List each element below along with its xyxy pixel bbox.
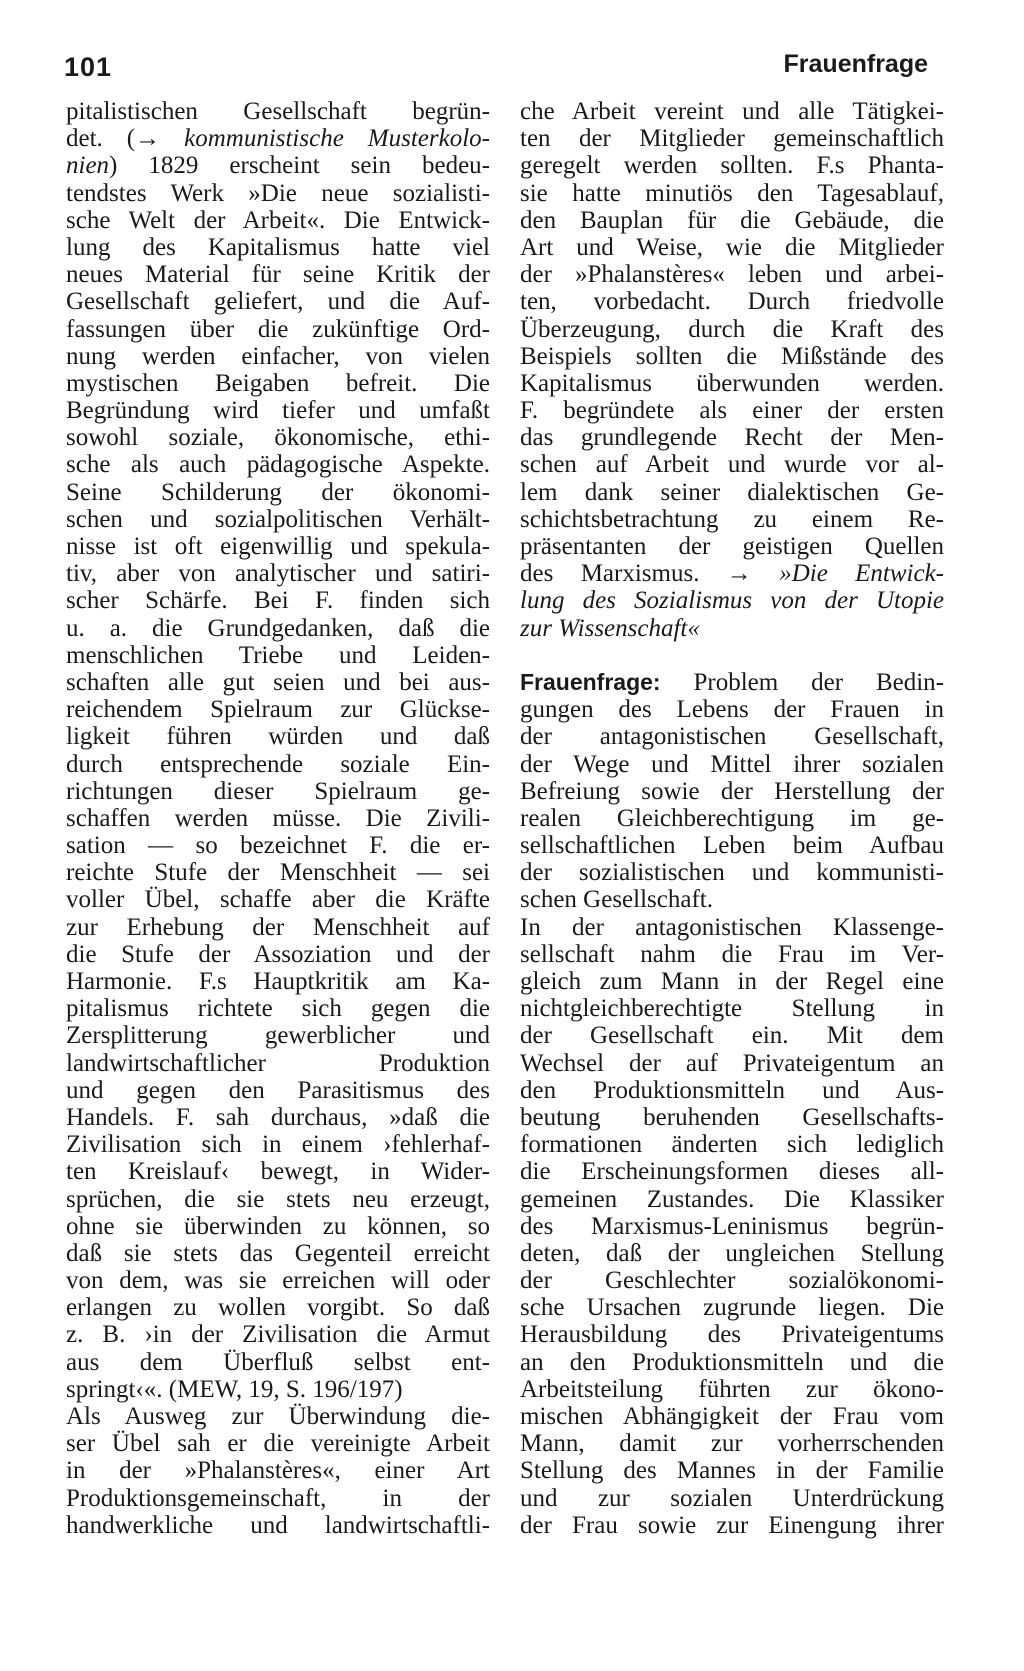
- text-line: Überzeugung, durch die Kraft des: [520, 315, 944, 343]
- left-text-column: [66, 98, 490, 1539]
- text-line: richtungen dieser Spielraum ge-: [66, 777, 490, 805]
- text-line: scher Schärfe. Bei F. finden sich: [66, 587, 490, 615]
- text-line: gemeinen Zustandes. Die Klassiker: [520, 1185, 944, 1213]
- text-line: mystischen Beigaben befreit. Die: [66, 369, 490, 397]
- text-line: ten Kreislauf‹ bewegt, in Wider-: [66, 1158, 490, 1186]
- text-line: geregelt werden sollten. F.s Phanta-: [520, 152, 944, 180]
- text-line: deten, daß der ungleichen Stellung: [520, 1239, 944, 1267]
- text-line: nisse ist oft eigenwillig und spekula-: [66, 533, 490, 560]
- text-line: ten der Mitglieder gemeinschaftlich: [520, 125, 944, 153]
- text-line: handwerkliche und landwirtschaftli-: [66, 1511, 490, 1539]
- text-line: Mann, damit zur vorherrschenden: [520, 1430, 944, 1458]
- text-line: gleich zum Mann in der Regel eine: [520, 968, 944, 995]
- text-line: Frauenfrage: Problem der Bedin-: [520, 668, 944, 696]
- text-line: und gegen den Parasitismus des: [66, 1076, 490, 1104]
- text-line: erlangen zu wollen vorgibt. So daß: [66, 1294, 490, 1322]
- text-line: sellschaftlichen Leben beim Aufbau: [520, 832, 944, 860]
- text-line: des Marxismus-Leninismus begrün-: [520, 1212, 944, 1240]
- text-line: daß sie stets das Gegenteil erreicht: [66, 1239, 490, 1267]
- text-line: Gesellschaft geliefert, und die Auf-: [66, 288, 490, 316]
- text-line: nien) 1829 erscheint sein bedeu-: [66, 152, 490, 180]
- text-line: nichtgleichberechtigte Stellung in: [520, 995, 944, 1023]
- text-line: menschlichen Triebe und Leiden-: [66, 641, 490, 669]
- text-line: und zur sozialen Unterdrückung: [520, 1484, 944, 1512]
- text-line: schaffen werden müsse. Die Zivili-: [66, 804, 490, 832]
- text-line: schaften alle gut seien und bei aus-: [66, 668, 490, 696]
- text-line: lem dank seiner dialektischen Ge-: [520, 478, 944, 506]
- text-line: Wechsel der auf Privateigentum an: [520, 1049, 944, 1077]
- text-line: Stellung des Mannes in der Familie: [520, 1457, 944, 1485]
- text-line: reichte Stufe der Menschheit — sei: [66, 859, 490, 887]
- text-line: sche Ursachen zugrunde liegen. Die: [520, 1294, 944, 1322]
- text-line: sche als auch pädagogische Aspekte.: [66, 451, 490, 479]
- text-line: aus dem Überfluß selbst ent-: [66, 1348, 490, 1376]
- text-line: Handels. F. sah durchaus, »daß die: [66, 1103, 490, 1131]
- text-line: nung werden einfacher, von vielen: [66, 342, 490, 370]
- text-line: formationen änderten sich lediglich: [520, 1131, 944, 1159]
- text-line: F. begründete als einer der ersten: [520, 397, 944, 425]
- text-line: Herausbildung des Privateigentums: [520, 1321, 944, 1349]
- text-line: Seine Schilderung der ökonomi-: [66, 478, 490, 506]
- text-line: die Erscheinungsformen dieses all-: [520, 1158, 944, 1186]
- text-line: Produktionsgemeinschaft, in der: [66, 1484, 490, 1512]
- text-line: der »Phalanstères« leben und arbei-: [520, 261, 944, 289]
- text-line: des Marxismus. → »Die Entwick-: [520, 560, 944, 588]
- text-line: neues Material für seine Kritik der: [66, 261, 490, 289]
- text-line: fassungen über die zukünftige Ord-: [66, 315, 490, 343]
- text-line: z. B. ›in der Zivilisation die Armut: [66, 1321, 490, 1349]
- text-line: tiv, aber von analytischer und satiri-: [66, 560, 490, 588]
- text-line: che Arbeit vereint und alle Tätigkei-: [520, 98, 944, 125]
- text-line: Art und Weise, wie die Mitglieder: [520, 233, 944, 261]
- text-line: sprüchen, die sie stets neu erzeugt,: [66, 1185, 490, 1213]
- text-line: der Gesellschaft ein. Mit dem: [520, 1022, 944, 1050]
- text-line: gungen des Lebens der Frauen in: [520, 696, 944, 724]
- text-line: ser Übel sah er die vereinigte Arbeit: [66, 1430, 490, 1458]
- right-text-column: [520, 98, 944, 1539]
- text-line: Befreiung sowie der Herstellung der: [520, 777, 944, 805]
- text-line: pitalismus richtete sich gegen die: [66, 995, 490, 1023]
- text-line: an den Produktionsmitteln und die: [520, 1348, 944, 1376]
- text-line: Beispiels sollten die Mißstände des: [520, 342, 944, 370]
- text-line: u. a. die Grundgedanken, daß die: [66, 614, 490, 642]
- text-line: schen auf Arbeit und wurde vor al-: [520, 451, 944, 479]
- text-line: die Stufe der Assoziation und der: [66, 940, 490, 968]
- text-line: der antagonistischen Gesellschaft,: [520, 723, 944, 751]
- text-line: springt‹«. (MEW, 19, S. 196/197): [66, 1375, 403, 1403]
- entry-headword: Frauenfrage:: [520, 668, 661, 695]
- text-line: präsentanten der geistigen Quellen: [520, 533, 944, 560]
- text-line: sche Welt der Arbeit«. Die Entwick-: [66, 206, 490, 234]
- page-number: 101: [64, 52, 113, 82]
- text-line: In der antagonistischen Klassenge-: [520, 913, 944, 941]
- text-line: sie hatte minutiös den Tagesablauf,: [520, 179, 944, 207]
- text-line: Zivilisation sich in einem ›fehlerhaf-: [66, 1131, 490, 1159]
- text-line: zur Erhebung der Menschheit auf: [66, 913, 490, 941]
- text-line: Als Ausweg zur Überwindung die-: [66, 1403, 490, 1430]
- text-line: zur Wissenschaft«: [520, 614, 700, 642]
- text-line: der Frau sowie zur Einengung ihrer: [520, 1511, 944, 1539]
- text-line: sowohl soziale, ökonomische, ethi-: [66, 424, 490, 452]
- text-line: der Geschlechter sozialökonomi-: [520, 1267, 944, 1295]
- text-line: der sozialistischen und kommunisti-: [520, 859, 944, 887]
- text-line: Zersplitterung gewerblicher und: [66, 1022, 490, 1050]
- text-line: realen Gleichberechtigung im ge-: [520, 804, 944, 832]
- text-line: schen Gesellschaft.: [520, 886, 713, 914]
- text-line: ten, vorbedacht. Durch friedvolle: [520, 288, 944, 316]
- text-line: sellschaft nahm die Frau im Ver-: [520, 940, 944, 968]
- text-line: Arbeitsteilung führten zur ökono-: [520, 1375, 944, 1403]
- text-line: durch entsprechende soziale Ein-: [66, 750, 490, 778]
- text-line: Harmonie. F.s Hauptkritik am Ka-: [66, 968, 490, 995]
- text-line: landwirtschaftlicher Produktion: [66, 1049, 490, 1077]
- text-line: den Produktionsmitteln und Aus-: [520, 1076, 944, 1104]
- text-line: lung des Kapitalismus hatte viel: [66, 233, 490, 261]
- text-line: schen und sozialpolitischen Verhält-: [66, 505, 490, 533]
- text-line: in der »Phalanstères«, einer Art: [66, 1457, 490, 1485]
- text-line: voller Übel, schaffe aber die Kräfte: [66, 886, 490, 914]
- text-line: reichendem Spielraum zur Glückse-: [66, 696, 490, 724]
- text-line: den Bauplan für die Gebäude, die: [520, 206, 944, 234]
- text-line: Begründung wird tiefer und umfaßt: [66, 397, 490, 425]
- text-line: Kapitalismus überwunden werden.: [520, 369, 944, 397]
- text-line: tendstes Werk »Die neue sozialisti-: [66, 179, 490, 207]
- text-line: lung des Sozialismus von der Utopie: [520, 587, 944, 615]
- running-head: Frauenfrage: [783, 50, 928, 78]
- text-line: schichtsbetrachtung zu einem Re-: [520, 505, 944, 533]
- text-line: det. (→ kommunistische Musterkolo-: [66, 125, 490, 153]
- text-line: sation — so bezeichnet F. die er-: [66, 832, 490, 860]
- text-line: der Wege und Mittel ihrer sozialen: [520, 750, 944, 778]
- text-line: pitalistischen Gesellschaft begrün-: [66, 98, 490, 125]
- text-line: ligkeit führen würden und daß: [66, 723, 490, 751]
- paragraph-gap: [520, 642, 944, 669]
- text-line: beutung beruhenden Gesellschafts-: [520, 1103, 944, 1131]
- text-line: von dem, was sie erreichen will oder: [66, 1267, 490, 1295]
- text-line: ohne sie überwinden zu können, so: [66, 1212, 490, 1240]
- text-line: das grundlegende Recht der Men-: [520, 424, 944, 452]
- text-line: mischen Abhängigkeit der Frau vom: [520, 1403, 944, 1430]
